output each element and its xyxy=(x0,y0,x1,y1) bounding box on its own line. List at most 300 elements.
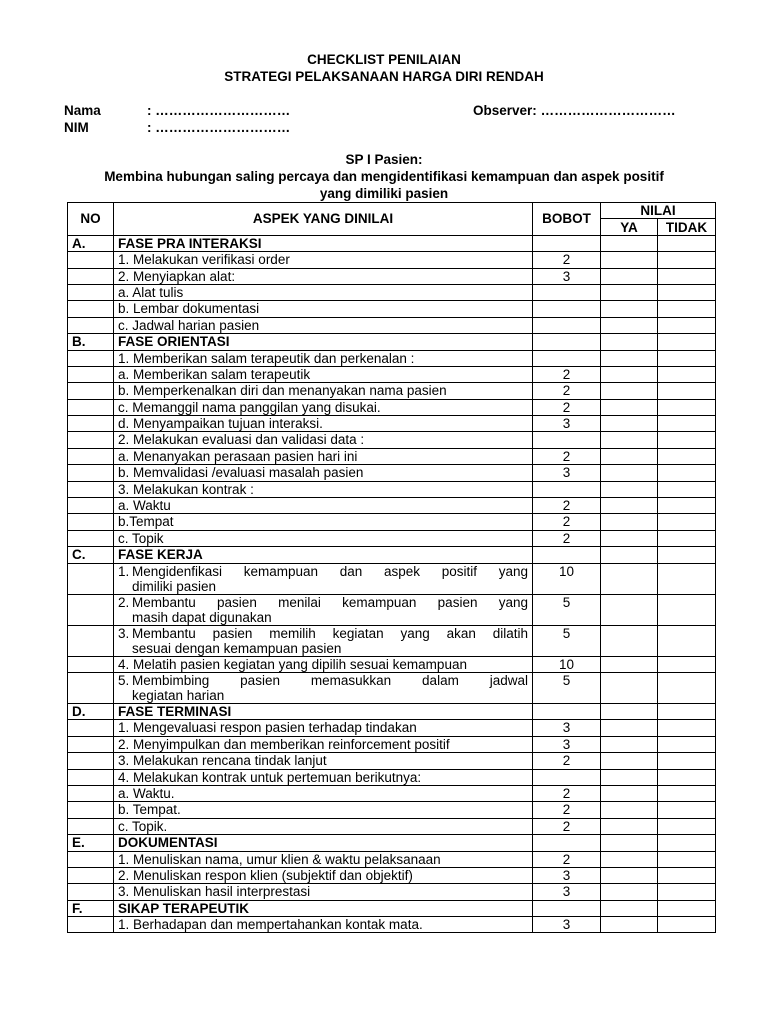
bobot-value xyxy=(533,284,601,300)
aspek-cell xyxy=(114,530,533,546)
bobot-value: 10 xyxy=(533,656,601,672)
bobot-value: 2 xyxy=(533,802,601,818)
bobot-value xyxy=(533,769,601,785)
tidak-cell[interactable] xyxy=(658,753,716,769)
item-text: b. Memvalidasi /evaluasi masalah pasien xyxy=(118,465,364,481)
table-row xyxy=(68,350,716,366)
aspek-cell xyxy=(114,350,533,366)
aspek-cell xyxy=(114,399,533,415)
bobot-value: 2 xyxy=(533,785,601,801)
section-row xyxy=(68,547,716,563)
ya-cell[interactable] xyxy=(601,317,658,333)
table-body xyxy=(68,235,716,933)
table-row xyxy=(68,514,716,530)
no-cell xyxy=(68,399,114,415)
aspek-cell xyxy=(114,851,533,867)
table-row xyxy=(68,317,716,333)
no-cell xyxy=(68,867,114,883)
bobot-value: 2 xyxy=(533,753,601,769)
ya-cell[interactable] xyxy=(601,498,658,514)
section-title: SIKAP TERAPEUTIK xyxy=(114,900,533,916)
checklist-table xyxy=(67,202,716,933)
tidak-cell[interactable] xyxy=(658,851,716,867)
section-number: D. xyxy=(68,703,114,719)
item-text xyxy=(132,595,528,625)
section-number: B. xyxy=(68,334,114,350)
no-cell xyxy=(68,917,114,933)
table-row xyxy=(68,867,716,883)
ya-cell[interactable] xyxy=(601,481,658,497)
tidak-cell[interactable] xyxy=(658,481,716,497)
ya-cell[interactable] xyxy=(601,530,658,546)
bobot-value: 3 xyxy=(533,720,601,736)
item-number: 2. xyxy=(118,594,130,610)
bobot-value: 5 xyxy=(533,594,601,625)
no-cell xyxy=(68,252,114,268)
header-no: NO xyxy=(68,203,114,236)
tidak-cell xyxy=(658,547,716,563)
header-ya: YA xyxy=(601,219,658,235)
table-row xyxy=(68,301,716,317)
aspek-cell xyxy=(114,818,533,834)
ya-cell xyxy=(601,547,658,563)
table-row xyxy=(68,563,716,594)
item-text xyxy=(132,626,528,656)
nim-label: NIM xyxy=(64,120,89,135)
sp-subtitle-line2: yang dimiliki pasien xyxy=(319,186,449,201)
header-nilai: NILAI xyxy=(601,203,716,219)
bobot-cell xyxy=(533,703,601,719)
bobot-value: 2 xyxy=(533,399,601,415)
tidak-cell[interactable] xyxy=(658,672,716,703)
section-title: FASE KERJA xyxy=(114,547,533,563)
table-row xyxy=(68,594,716,625)
ya-cell[interactable] xyxy=(601,448,658,464)
ya-cell xyxy=(601,900,658,916)
item-text: a. Menanyakan perasaan pasien hari ini xyxy=(118,448,358,464)
tidak-cell[interactable] xyxy=(658,884,716,900)
tidak-cell xyxy=(658,703,716,719)
no-cell xyxy=(68,514,114,530)
tidak-cell[interactable] xyxy=(658,818,716,834)
aspek-cell xyxy=(114,366,533,382)
ya-cell[interactable] xyxy=(601,350,658,366)
table-row xyxy=(68,851,716,867)
table-header-row xyxy=(68,203,716,219)
aspek-cell xyxy=(114,867,533,883)
no-cell xyxy=(68,785,114,801)
no-cell xyxy=(68,769,114,785)
aspek-cell xyxy=(114,563,533,594)
ya-cell[interactable] xyxy=(601,366,658,382)
section-number: A. xyxy=(68,235,114,251)
bobot-value xyxy=(533,481,601,497)
section-row xyxy=(68,835,716,851)
section-number: C. xyxy=(68,547,114,563)
aspek-cell xyxy=(114,672,533,703)
item-text: 4. Melatih pasien kegiatan yang dipilih sesuai kemampuan xyxy=(118,656,467,672)
tidak-cell[interactable] xyxy=(658,656,716,672)
table-row xyxy=(68,656,716,672)
nama-blank: : ………………………… xyxy=(147,103,291,118)
ya-cell[interactable] xyxy=(601,432,658,448)
section-number: F. xyxy=(68,900,114,916)
tidak-cell[interactable] xyxy=(658,498,716,514)
ya-cell[interactable] xyxy=(601,416,658,432)
ya-cell[interactable] xyxy=(601,720,658,736)
no-cell xyxy=(68,563,114,594)
item-text: 4. Melakukan kontrak untuk pertemuan berikutnya: xyxy=(118,769,422,785)
aspek-cell xyxy=(114,317,533,333)
item-text: 1. Menuliskan nama, umur klien & waktu pelaksanaan xyxy=(118,851,441,867)
table-row xyxy=(68,672,716,703)
item-text: 2. Melakukan evaluasi dan validasi data : xyxy=(118,432,365,448)
tidak-cell[interactable] xyxy=(658,867,716,883)
tidak-cell xyxy=(658,900,716,916)
aspek-cell xyxy=(114,802,533,818)
tidak-cell[interactable] xyxy=(658,563,716,594)
bobot-value: 3 xyxy=(533,917,601,933)
item-text-line1: Membantu pasien menilai kemampuan pasien yang xyxy=(132,594,528,610)
item-text: a. Alat tulis xyxy=(118,284,184,300)
bobot-cell xyxy=(533,835,601,851)
bobot-value: 3 xyxy=(533,416,601,432)
item-text: 3. Melakukan rencana tindak lanjut xyxy=(118,753,327,769)
document-title: CHECKLIST PENILAIAN xyxy=(307,52,461,67)
ya-cell[interactable] xyxy=(601,465,658,481)
bobot-value: 3 xyxy=(533,736,601,752)
aspek-cell xyxy=(114,656,533,672)
header-bobot: BOBOT xyxy=(533,203,601,236)
no-cell xyxy=(68,720,114,736)
tidak-cell xyxy=(658,835,716,851)
bobot-value: 2 xyxy=(533,514,601,530)
no-cell xyxy=(68,753,114,769)
item-text: b.Tempat xyxy=(118,514,174,530)
table-row xyxy=(68,530,716,546)
no-cell xyxy=(68,284,114,300)
item-text xyxy=(132,673,528,703)
item-text: b. Memperkenalkan diri dan menanyakan nama pasien xyxy=(118,383,447,399)
section-row xyxy=(68,703,716,719)
aspek-cell xyxy=(114,252,533,268)
item-number: 1. xyxy=(118,563,130,579)
tidak-cell[interactable] xyxy=(658,720,716,736)
section-number: E. xyxy=(68,835,114,851)
tidak-cell[interactable] xyxy=(658,769,716,785)
item-text-line1: Membantu pasien memilih kegiatan yang akan dilatih xyxy=(132,625,528,641)
no-cell xyxy=(68,594,114,625)
ya-cell[interactable] xyxy=(601,785,658,801)
section-row xyxy=(68,900,716,916)
aspek-cell xyxy=(114,448,533,464)
ya-cell[interactable] xyxy=(601,301,658,317)
aspek-cell xyxy=(114,284,533,300)
bobot-value: 3 xyxy=(533,884,601,900)
item-text: 1. Berhadapan dan mempertahankan kontak mata. xyxy=(118,917,423,933)
table-row xyxy=(68,268,716,284)
ya-cell[interactable] xyxy=(601,625,658,656)
bobot-value: 2 xyxy=(533,851,601,867)
item-text: c. Memanggil nama panggilan yang disukai. xyxy=(118,399,381,415)
item-number: 3. xyxy=(118,625,130,641)
table-row xyxy=(68,917,716,933)
aspek-cell xyxy=(114,720,533,736)
aspek-cell xyxy=(114,917,533,933)
bobot-cell xyxy=(533,235,601,251)
item-text: a. Waktu. xyxy=(118,785,175,801)
ya-cell[interactable] xyxy=(601,594,658,625)
aspek-cell xyxy=(114,884,533,900)
table-row xyxy=(68,416,716,432)
tidak-cell[interactable] xyxy=(658,465,716,481)
tidak-cell[interactable] xyxy=(658,268,716,284)
aspek-cell xyxy=(114,383,533,399)
section-row xyxy=(68,235,716,251)
bobot-value: 2 xyxy=(533,498,601,514)
bobot-value: 2 xyxy=(533,383,601,399)
bobot-cell xyxy=(533,547,601,563)
observer-field xyxy=(473,102,676,119)
ya-cell xyxy=(601,835,658,851)
tidak-cell[interactable] xyxy=(658,514,716,530)
bobot-value: 3 xyxy=(533,867,601,883)
aspek-cell xyxy=(114,498,533,514)
section-title: FASE TERMINASI xyxy=(114,703,533,719)
table-row xyxy=(68,366,716,382)
no-cell xyxy=(68,481,114,497)
observer-label: Observer: xyxy=(473,103,537,118)
tidak-cell[interactable] xyxy=(658,301,716,317)
bobot-value xyxy=(533,317,601,333)
item-text: 1. Melakukan verifikasi order xyxy=(118,252,290,268)
no-cell xyxy=(68,383,114,399)
bobot-value: 3 xyxy=(533,465,601,481)
bobot-value: 2 xyxy=(533,530,601,546)
ya-cell[interactable] xyxy=(601,736,658,752)
no-cell xyxy=(68,416,114,432)
no-cell xyxy=(68,366,114,382)
no-cell xyxy=(68,530,114,546)
item-text: d. Menyampaikan tujuan interaksi. xyxy=(118,416,323,432)
bobot-cell xyxy=(533,900,601,916)
bobot-value: 2 xyxy=(533,252,601,268)
ya-cell[interactable] xyxy=(601,917,658,933)
nama-label: Nama xyxy=(64,103,101,118)
item-text: 2. Menyimpulkan dan memberikan reinforcement positif xyxy=(118,736,450,752)
section-row xyxy=(68,334,716,350)
ya-cell xyxy=(601,703,658,719)
aspek-item xyxy=(118,595,528,625)
tidak-cell[interactable] xyxy=(658,416,716,432)
item-text: c. Topik xyxy=(118,530,164,546)
ya-cell[interactable] xyxy=(601,753,658,769)
ya-cell[interactable] xyxy=(601,672,658,703)
table-row xyxy=(68,785,716,801)
header-aspek: ASPEK YANG DINILAI xyxy=(114,203,533,236)
bobot-cell xyxy=(533,334,601,350)
bobot-value: 2 xyxy=(533,818,601,834)
no-cell xyxy=(68,884,114,900)
aspek-cell xyxy=(114,736,533,752)
tidak-cell[interactable] xyxy=(658,736,716,752)
no-cell xyxy=(68,301,114,317)
table-row xyxy=(68,252,716,268)
sp-heading: SP I Pasien: xyxy=(345,152,423,167)
tidak-cell[interactable] xyxy=(658,530,716,546)
tidak-cell[interactable] xyxy=(658,399,716,415)
item-text: c. Jadwal harian pasien xyxy=(118,317,260,333)
ya-cell[interactable] xyxy=(601,563,658,594)
tidak-cell[interactable] xyxy=(658,350,716,366)
ya-cell xyxy=(601,334,658,350)
bobot-value xyxy=(533,301,601,317)
table-row xyxy=(68,753,716,769)
table-row xyxy=(68,818,716,834)
header-tidak: TIDAK xyxy=(658,219,716,235)
item-text xyxy=(132,564,528,594)
bobot-value: 5 xyxy=(533,625,601,656)
aspek-cell xyxy=(114,432,533,448)
no-cell xyxy=(68,672,114,703)
item-text: b. Tempat. xyxy=(118,802,181,818)
tidak-cell xyxy=(658,235,716,251)
no-cell xyxy=(68,465,114,481)
bobot-value: 2 xyxy=(533,448,601,464)
bobot-value: 10 xyxy=(533,563,601,594)
table-row xyxy=(68,884,716,900)
item-text: b. Lembar dokumentasi xyxy=(118,301,260,317)
no-cell xyxy=(68,448,114,464)
item-text-line2: masih dapat digunakan xyxy=(132,609,272,625)
table-row xyxy=(68,498,716,514)
tidak-cell[interactable] xyxy=(658,785,716,801)
bobot-value xyxy=(533,350,601,366)
tidak-cell[interactable] xyxy=(658,917,716,933)
aspek-cell xyxy=(114,753,533,769)
item-text: a. Waktu xyxy=(118,498,171,514)
aspek-cell xyxy=(114,785,533,801)
item-text-line2: sesuai dengan kemampuan pasien xyxy=(132,640,342,656)
item-text: 2. Menyiapkan alat: xyxy=(118,268,236,284)
aspek-cell xyxy=(114,769,533,785)
ya-cell[interactable] xyxy=(601,769,658,785)
bobot-value: 2 xyxy=(533,366,601,382)
tidak-cell[interactable] xyxy=(658,366,716,382)
table-row xyxy=(68,481,716,497)
table-row xyxy=(68,432,716,448)
nim-blank: : ………………………… xyxy=(147,120,291,135)
tidak-cell[interactable] xyxy=(658,432,716,448)
no-cell xyxy=(68,350,114,366)
ya-cell[interactable] xyxy=(601,383,658,399)
no-cell xyxy=(68,317,114,333)
bobot-value: 3 xyxy=(533,268,601,284)
section-title: DOKUMENTASI xyxy=(114,835,533,851)
ya-cell[interactable] xyxy=(601,884,658,900)
sp-subtitle-line1: Membina hubungan saling percaya dan mengidentifikasi kemampuan dan aspek positif xyxy=(104,169,664,184)
table-row xyxy=(68,802,716,818)
aspek-cell xyxy=(114,416,533,432)
item-text: 1. Mengevaluasi respon pasien terhadap tindakan xyxy=(118,720,417,736)
tidak-cell[interactable] xyxy=(658,448,716,464)
section-title: FASE ORIENTASI xyxy=(114,334,533,350)
aspek-cell xyxy=(114,268,533,284)
tidak-cell[interactable] xyxy=(658,594,716,625)
aspek-cell xyxy=(114,594,533,625)
ya-cell[interactable] xyxy=(601,284,658,300)
table-row xyxy=(68,625,716,656)
bobot-value xyxy=(533,432,601,448)
table-row xyxy=(68,284,716,300)
table-row xyxy=(68,448,716,464)
ya-cell[interactable] xyxy=(601,268,658,284)
tidak-cell[interactable] xyxy=(658,284,716,300)
ya-cell[interactable] xyxy=(601,399,658,415)
table-row xyxy=(68,399,716,415)
item-text-line1: Mengidenfikasi kemampuan dan aspek positif yang xyxy=(132,563,528,579)
tidak-cell[interactable] xyxy=(658,383,716,399)
no-cell xyxy=(68,818,114,834)
item-text-line2: dimiliki pasien xyxy=(132,578,217,594)
ya-cell[interactable] xyxy=(601,851,658,867)
tidak-cell[interactable] xyxy=(658,252,716,268)
table-row xyxy=(68,736,716,752)
ya-cell xyxy=(601,235,658,251)
aspek-item xyxy=(118,626,528,656)
ya-cell[interactable] xyxy=(601,252,658,268)
aspek-cell xyxy=(114,301,533,317)
item-text-line1: Membimbing pasien memasukkan dalam jadwal xyxy=(132,672,528,688)
item-text: 1. Memberikan salam terapeutik dan perkenalan : xyxy=(118,350,415,366)
aspek-cell xyxy=(114,625,533,656)
aspek-cell xyxy=(114,481,533,497)
tidak-cell[interactable] xyxy=(658,625,716,656)
item-text-line2: kegiatan harian xyxy=(132,687,225,703)
no-cell xyxy=(68,432,114,448)
ya-cell[interactable] xyxy=(601,514,658,530)
ya-cell[interactable] xyxy=(601,867,658,883)
tidak-cell[interactable] xyxy=(658,317,716,333)
no-cell xyxy=(68,736,114,752)
item-text: a. Memberikan salam terapeutik xyxy=(118,366,311,382)
tidak-cell xyxy=(658,334,716,350)
item-text: 3. Melakukan kontrak : xyxy=(118,481,254,497)
observer-blank: ………………………… xyxy=(540,103,676,118)
table-row xyxy=(68,465,716,481)
aspek-cell xyxy=(114,514,533,530)
section-title: FASE PRA INTERAKSI xyxy=(114,235,533,251)
aspek-item xyxy=(118,673,528,703)
item-number: 5. xyxy=(118,672,130,688)
item-text: 2. Menuliskan respon klien (subjektif dan objektif) xyxy=(118,867,413,883)
tidak-cell[interactable] xyxy=(658,802,716,818)
aspek-item xyxy=(118,564,528,594)
no-cell xyxy=(68,268,114,284)
no-cell xyxy=(68,498,114,514)
item-text: 3. Menuliskan hasil interprestasi xyxy=(118,884,311,900)
no-cell xyxy=(68,851,114,867)
table-row xyxy=(68,769,716,785)
ya-cell[interactable] xyxy=(601,656,658,672)
no-cell xyxy=(68,802,114,818)
ya-cell[interactable] xyxy=(601,818,658,834)
item-text: c. Topik. xyxy=(118,818,168,834)
table-row xyxy=(68,383,716,399)
ya-cell[interactable] xyxy=(601,802,658,818)
no-cell xyxy=(68,625,114,656)
table-row xyxy=(68,720,716,736)
